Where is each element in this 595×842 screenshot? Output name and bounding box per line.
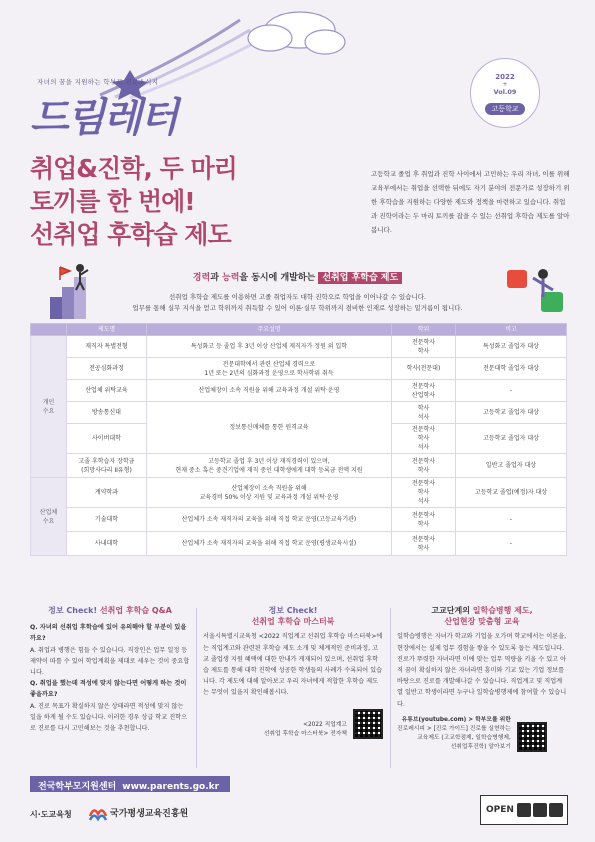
work-study-column xyxy=(397,605,567,752)
row-note: - xyxy=(456,532,567,556)
headline-line-2: 토끼를 한 번에! xyxy=(30,187,195,216)
section-desc-line-2: 업무를 통해 실무 지식을 얻고 학위까지 취득할 수 있어 이론·실무 학위까지 겸비한 인재로 성장하는 밑거름이 됩니다. xyxy=(132,304,463,312)
row-name: 계약학과 xyxy=(67,478,147,508)
row-degree: 학사(전문대) xyxy=(392,358,456,380)
headline-line-3: 선취업 후학습 제도 xyxy=(30,220,231,249)
row-name: 사내대학 xyxy=(67,532,147,556)
badge-year: 2022 xyxy=(495,73,515,81)
row-note: 특성화고 졸업자 대상 xyxy=(456,336,567,358)
table-row xyxy=(31,336,567,358)
work-study-body: 일학습병행은 자녀가 학교와 기업을 오가며 학교에서는 이론을, 현장에서는 실제 업무 경험을 쌓을 수 있도록 돕는 제도입니다. 진로가 뚜렷한 자녀라면 이에 맞는 업무 역량을 키울 수 있고 아직 꿈이 확실하지 않은 자녀라면 흥미와 기교 있는 기업 정보를 바탕으로 진로를 개발해나갈 수 있습니다. 직업계고 및 직업계열 일반고 학생이라면 누구나 일학습병행제에 참여할 수 있습니다. xyxy=(397,633,567,708)
section-desc-line-1: 선취업 후학습 제도를 이용하면 고졸 취업자도 대학 진학으로 학업을 이어나갈 수 있습니다. xyxy=(168,293,427,301)
qa-title-part-2: 선취업 후학습 Q&A xyxy=(99,606,172,615)
youtube-path-3: 교육제도 (고교학점제, 일학습병행제, xyxy=(417,734,511,741)
row-desc: 전문대학에서 관련 산업체 경력으로 1년 또는 2년의 심화과정 운영으로 학사학위 취득 xyxy=(147,358,392,380)
work-study-title-part-1: 고교단계의 xyxy=(431,606,473,615)
row-name: 방송통신대 xyxy=(67,402,147,424)
issue-badge xyxy=(470,58,540,128)
masterbook-column xyxy=(203,605,383,739)
masterbook-qr-code[interactable] xyxy=(353,709,383,739)
section-title-part-1: 경력 xyxy=(192,273,211,283)
row-desc: 고등학교 졸업 후 3년 이상 재직경력이 있으며, 현재 중소 혹은 중견기업에 재직 중인 대학생에게 대학 등록금 전액 지원 xyxy=(147,454,392,478)
row-name: 기술대학 xyxy=(67,508,147,532)
open-license-badge xyxy=(480,795,568,825)
youtube-qr-code[interactable] xyxy=(517,722,547,752)
row-desc: 산업체가 소속 재직자의 교육을 위해 직접 학교 운영(평생교육시설) xyxy=(147,532,392,556)
row-degree: 전문학사 학사 xyxy=(392,508,456,532)
table-header-note: 비고 xyxy=(456,324,567,336)
open-label: OPEN xyxy=(486,805,514,815)
table-header-row xyxy=(31,324,567,336)
table-row xyxy=(31,380,567,402)
parents-center-url[interactable]: www.parents.go.kr xyxy=(122,782,220,792)
youtube-path-2: 진로레시피 > [진로 가이드] 진로를 실현하는 xyxy=(397,725,511,732)
section-title xyxy=(0,270,595,283)
masterbook-caption-1: <2022 직업계고 xyxy=(303,721,347,728)
row-note: 전문대학 졸업자 대상 xyxy=(456,358,567,380)
group-label-industry: 산업체 수요 xyxy=(31,478,67,556)
row-name: 사이버대학 xyxy=(67,424,147,454)
table-header-group xyxy=(31,324,67,336)
table-row xyxy=(31,532,567,556)
youtube-path-1: 유튜브(youtube.com) > 학부모를 위한 xyxy=(401,716,511,723)
column-divider xyxy=(196,608,197,768)
table-row xyxy=(31,454,567,478)
license-noderivs-icon xyxy=(549,803,563,817)
row-degree: 전문학사 학사 xyxy=(392,532,456,556)
work-study-title-part-2: 일학습병행 제도, xyxy=(472,606,533,615)
table-row xyxy=(31,358,567,380)
org-education-office: 시·도교육청 xyxy=(30,810,72,819)
newsletter-title: 드림레터 xyxy=(30,95,177,141)
masterbook-title-part-1: 정보 Check! xyxy=(268,606,318,615)
program-table xyxy=(30,323,567,556)
work-study-title xyxy=(397,605,567,627)
nile-logo-icon xyxy=(88,804,108,822)
row-name: 전공심화과정 xyxy=(67,358,147,380)
page-headline xyxy=(30,152,237,251)
masterbook-title-part-2: 선취업 후학습 마스터북 xyxy=(251,617,335,627)
table-header-desc: 주요설명 xyxy=(147,324,392,336)
row-degree: 학사 석사 xyxy=(392,402,456,424)
answer-1: A. 취업과 병행은 힘들 수 있습니다. 직장인은 업무 일정 등 제약이 따를 수 있어 학업계획을 제대로 세우는 것이 중요합니다. xyxy=(30,646,190,677)
headline-line-1: 취업&진학, 두 마리 xyxy=(30,154,237,183)
badge-volume: Vol.09 xyxy=(493,88,517,96)
qa-column-title xyxy=(30,605,190,616)
newsletter-tagline: 자녀의 꿈을 지원하는 학부모 진로소식지 xyxy=(37,78,159,86)
table-header-name: 제도명 xyxy=(67,324,147,336)
row-name: 고졸 후학습자 장학금 (희망사다리 II유형) xyxy=(67,454,147,478)
row-degree: 전문학사 학사 xyxy=(392,454,456,478)
row-note: - xyxy=(456,508,567,532)
org-nile: 국가평생교육진흥원 xyxy=(110,809,189,819)
section-title-part-5: 선취업 후학습 제도 xyxy=(318,272,402,284)
table-row xyxy=(31,402,567,424)
qa-column xyxy=(30,605,190,734)
column-divider xyxy=(390,608,391,768)
parents-center-name: 전국학부모지원센터 xyxy=(38,782,117,792)
qa-title-part-1: 정보 Check! xyxy=(48,606,100,615)
masterbook-caption-2: 선취업 후학습 마스터북> 전자책 xyxy=(263,730,347,737)
group-label-personal: 개인 수요 xyxy=(31,336,67,478)
section-title-part-2: 과 xyxy=(210,273,223,283)
table-row xyxy=(31,508,567,532)
row-note: - xyxy=(456,380,567,402)
row-note: 고등학교 졸업자 대상 xyxy=(456,402,567,424)
row-desc: 특성화고 등 졸업 후 3년 이상 산업체 재직자가 정원 외 입학 xyxy=(147,336,392,358)
badge-level: 고등학교 xyxy=(485,103,524,115)
license-attribution-icon xyxy=(517,803,531,817)
section-description xyxy=(0,292,595,314)
table-header-degree: 학위 xyxy=(392,324,456,336)
badge-plus: + xyxy=(502,81,508,88)
row-degree: 전문학사 학사 xyxy=(392,336,456,358)
row-note: 고등학교 졸업자 대상 xyxy=(456,424,567,454)
license-noncommercial-icon xyxy=(533,803,547,817)
row-degree: 전문학사 학사 석사 xyxy=(392,424,456,454)
masterbook-title xyxy=(203,605,383,627)
section-title-part-3: 능력 xyxy=(222,273,240,283)
question-1: Q. 자녀의 선취업 후학습에 있어 유의해야 할 부분이 있을까요? xyxy=(30,624,187,643)
row-desc: 정보통신매체를 통한 원격교육 xyxy=(147,402,392,454)
row-note: 고등학교 졸업(예정)자 대상 xyxy=(456,478,567,508)
masterbook-body: 서울시특별시교육청 <2022 직업계고 선취업 후학습 마스터북>에는 직업계고와 관련된 후학습 제도 소개 및 체계적인 준비과정, 고교 졸업생 지원 혜택에 대한 안내가 게재되어 있으며, 선취업 후학습 제도를 통해 대학 진학에 성공한 학생들의 사례가 수록되어 있습니다. 각 제도에 대해 알아보고 우리 자녀에게 적합한 후학습 제도는 무엇이 있을지 확인해봅시다. xyxy=(203,633,383,697)
row-desc: 산업체장이 소속 직원을 위해 교육과정 개설 위탁·운영 xyxy=(147,380,392,402)
intro-paragraph: 고등학교 졸업 후 취업과 진학 사이에서 고민하는 우리 자녀, 이를 위해 교육부에서는 취업을 선택한 뒤에도 자기 분야의 전문가로 성장하기 위한 후학습을 지원하는 다양한 제도와 정책을 마련하고 있습니다. 취업과 진학이라는 두 마리 토끼를 잡을 수 있는 선취업 후학습 제도를 알아봅니다. xyxy=(371,170,570,234)
row-desc: 산업체장이 소속 직원을 위해 교육경비 50% 이상 지원 및 교육과정 개설 위탁·운영 xyxy=(147,478,392,508)
row-degree: 전문학사 산업학사 xyxy=(392,380,456,402)
table-row xyxy=(31,478,567,508)
question-2: Q. 취업을 했는데 적성에 맞지 않는다면 어떻게 하는 것이 좋을까요? xyxy=(30,680,187,699)
row-note: 일반고 졸업자 대상 xyxy=(456,454,567,478)
work-study-title-part-3: 산업현장 맞춤형 교육 xyxy=(444,617,520,627)
answer-2: A. 진로 목표가 확실하지 않은 상태라면 적성에 맞지 않는 일을 하게 될 수도 있습니다. 이러한 경우 상급 학교 진학으로 진로를 다시 고민해보는 것을 추천합니다. xyxy=(30,702,188,733)
parents-center-banner[interactable] xyxy=(30,776,230,792)
row-degree: 전문학사 학사 석사 xyxy=(392,478,456,508)
section-title-part-4: 을 동시에 개발하는 xyxy=(239,273,319,283)
row-name: 재직자 특별전형 xyxy=(67,336,147,358)
youtube-path-4: 선취업후진학) 알아보기 xyxy=(450,743,511,750)
row-desc: 산업체가 소속 재직자의 교육을 위해 직접 학교 운영(고등교육기관) xyxy=(147,508,392,532)
row-name: 산업체 위탁교육 xyxy=(67,380,147,402)
